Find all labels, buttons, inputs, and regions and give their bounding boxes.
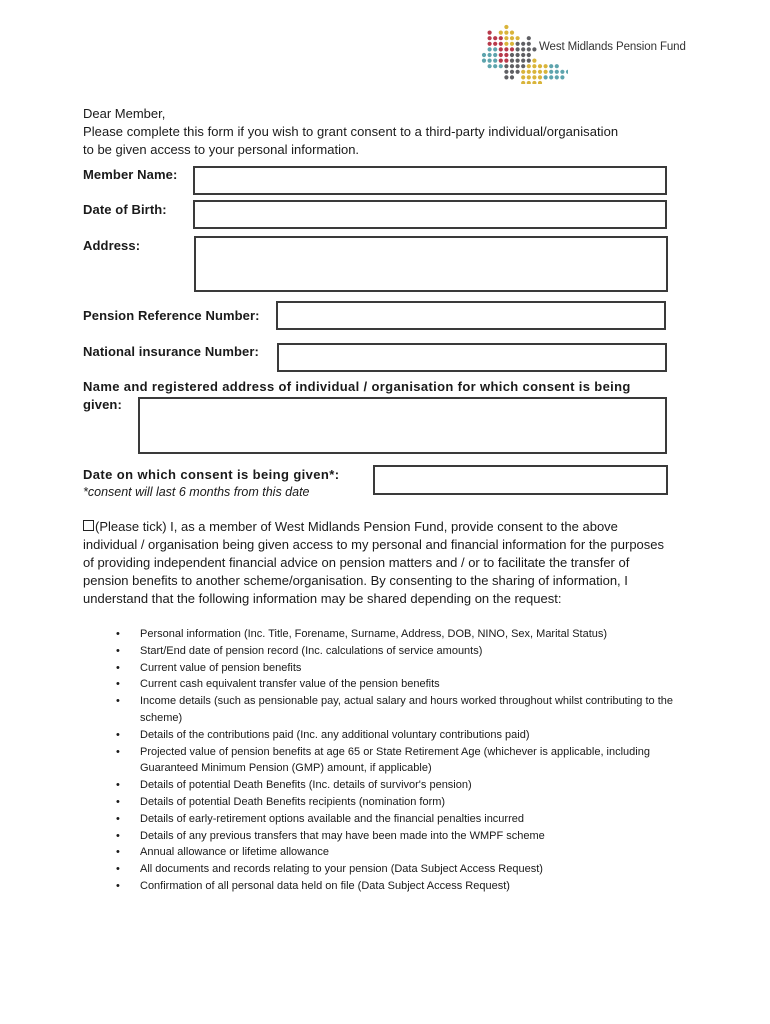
shared-information-item: • Current cash equivalent transfer value of the pension benefits: [83, 676, 683, 693]
logo-dot: [516, 59, 520, 63]
logo-dot: [532, 75, 536, 79]
logo-dot: [499, 59, 503, 63]
logo-dot: [504, 75, 508, 79]
logo-dot: [527, 42, 531, 46]
shared-information-item: • Details of potential Death Benefits (Inc. details of survivor's pension): [83, 777, 683, 794]
logo-dot: [504, 47, 508, 51]
logo-dot: [510, 53, 514, 57]
address-input[interactable]: [196, 238, 666, 290]
consent-date-note: *consent will last 6 months from this date: [83, 485, 310, 499]
ni-number-input[interactable]: [279, 345, 665, 370]
logo-dot: [532, 81, 536, 84]
member-name-input[interactable]: [195, 168, 665, 193]
consent-date-field-box: [373, 465, 668, 495]
shared-information-item: • Income details (such as pensionable pay, actual salary and hours worked throughout whilst contributing to the scheme): [83, 693, 683, 727]
logo-dot: [488, 31, 492, 35]
date-of-birth-input[interactable]: [195, 202, 665, 227]
logo-dot: [566, 70, 568, 74]
logo-dot: [510, 42, 514, 46]
shared-information-item: • Details of early-retirement options available and the financial penalties incurred: [83, 811, 683, 828]
logo-dot: [516, 70, 520, 74]
shared-information-item: • Annual allowance or lifetime allowance: [83, 844, 683, 861]
logo-dot: [538, 64, 542, 68]
consent-statement: [83, 518, 673, 608]
logo-dot: [510, 31, 514, 35]
address-label: Address:: [83, 238, 141, 253]
logo-dot: [516, 53, 520, 57]
logo-dot: [555, 75, 559, 79]
shared-information-list: [83, 626, 683, 895]
logo-dot: [516, 36, 520, 40]
logo-dot: [549, 64, 553, 68]
date-of-birth-label: Date of Birth:: [83, 202, 167, 217]
logo-dot: [521, 75, 525, 79]
logo-dot: [527, 64, 531, 68]
intro-line-2: to be given access to your personal information.: [83, 142, 360, 157]
logo-dot: [538, 75, 542, 79]
logo-dot: [549, 70, 553, 74]
date-of-birth-field-box: [193, 200, 667, 229]
logo-dot: [538, 70, 542, 74]
logo-dot: [504, 25, 508, 29]
shared-information-item: • Personal information (Inc. Title, Forename, Surname, Address, DOB, NINO, Sex, Marital Status): [83, 626, 683, 643]
logo-dot: [488, 42, 492, 46]
shared-information-item: • All documents and records relating to your pension (Data Subject Access Request): [83, 861, 683, 878]
member-name-label: Member Name:: [83, 167, 178, 182]
logo-dot: [504, 36, 508, 40]
consent-text: (Please tick) I, as a member of West Midlands Pension Fund, provide consent to the above individual / organisation being given access to my personal and financial information for the purposes of providing independent financial advice on pension matters and / or to facilitate the transfer of pension benefits to another scheme/organisation. By consenting to the sharing of information, I understand that the following information may be shared depending on the request:: [83, 519, 665, 606]
logo-dot: [527, 53, 531, 57]
shared-information-item: • Projected value of pension benefits at age 65 or State Retirement Age (whichever is applicable, including Guaranteed Minimum Pension (GMP) amount, if applicable): [83, 744, 683, 778]
shared-information-item: • Current value of pension benefits: [83, 660, 683, 677]
logo-dot: [521, 70, 525, 74]
logo-dot: [488, 47, 492, 51]
logo-dot: [521, 59, 525, 63]
logo-dot: [516, 47, 520, 51]
logo-dot: [544, 75, 548, 79]
ni-number-field-box: [277, 343, 667, 372]
logo-dot: [510, 70, 514, 74]
logo-dot: [504, 64, 508, 68]
logo-dot: [493, 53, 497, 57]
logo-dot: [555, 70, 559, 74]
logo-dot: [493, 59, 497, 63]
address-field-box: [194, 236, 668, 292]
shared-information-item: • Details of potential Death Benefits recipients (nomination form): [83, 794, 683, 811]
logo-dot: [532, 59, 536, 63]
third-party-label-line-1: Name and registered address of individual / organisation for which consent is being: [83, 379, 631, 394]
pension-reference-field-box: [276, 301, 666, 330]
logo-dot: [488, 64, 492, 68]
logo-dot: [504, 70, 508, 74]
logo-dot: [538, 81, 542, 84]
logo-dot: [555, 64, 559, 68]
third-party-input[interactable]: [140, 399, 665, 452]
consent-date-input[interactable]: [375, 467, 666, 493]
consent-tick-checkbox[interactable]: [83, 520, 94, 531]
shared-information-item: • Details of the contributions paid (Inc. any additional voluntary contributions paid): [83, 727, 683, 744]
logo-dot: [510, 59, 514, 63]
logo-dot: [521, 47, 525, 51]
ni-number-label: National insurance Number:: [83, 344, 259, 359]
logo-dot: [482, 59, 486, 63]
logo-dot: [544, 70, 548, 74]
logo-dot: [493, 47, 497, 51]
logo-dot: [504, 42, 508, 46]
pension-reference-input[interactable]: [278, 303, 664, 328]
logo-dot: [504, 31, 508, 35]
logo-dot: [488, 59, 492, 63]
logo-dot: [499, 42, 503, 46]
shared-information-item: • Start/End date of pension record (Inc. calculations of service amounts): [83, 643, 683, 660]
greeting: Dear Member,: [83, 106, 166, 121]
logo-dot: [560, 70, 564, 74]
logo-dot: [521, 42, 525, 46]
logo-dot: [488, 53, 492, 57]
logo-dot: [544, 64, 548, 68]
logo-dot: [488, 36, 492, 40]
logo-dot: [482, 53, 486, 57]
logo-dot: [493, 64, 497, 68]
intro-line-1: Please complete this form if you wish to grant consent to a third-party individual/organisation: [83, 124, 619, 139]
logo-dot-mark-icon: [478, 22, 568, 84]
logo-dot: [516, 64, 520, 68]
logo-dot: [499, 31, 503, 35]
logo-dot: [532, 47, 536, 51]
logo-dot: [510, 36, 514, 40]
logo-dot: [527, 47, 531, 51]
consent-date-label: Date on which consent is being given*:: [83, 467, 340, 482]
logo-dot: [504, 59, 508, 63]
logo-dot: [527, 81, 531, 84]
logo-dot: [521, 53, 525, 57]
member-name-field-box: [193, 166, 667, 195]
logo-dot: [510, 64, 514, 68]
shared-information-item: • Details of any previous transfers that may have been made into the WMPF scheme: [83, 828, 683, 845]
logo-dot: [532, 70, 536, 74]
logo-dot: [521, 81, 525, 84]
logo-dot: [527, 36, 531, 40]
logo-dot: [510, 47, 514, 51]
west-midlands-pension-fund-logo: [478, 22, 693, 84]
logo-dot: [504, 53, 508, 57]
logo-dot: [532, 64, 536, 68]
logo-dot: [510, 75, 514, 79]
logo-dot: [560, 75, 564, 79]
logo-dot: [549, 75, 553, 79]
logo-dot: [516, 42, 520, 46]
logo-dot: [499, 64, 503, 68]
logo-dot: [499, 47, 503, 51]
logo-dot: [499, 36, 503, 40]
third-party-label-line-2: given:: [83, 397, 122, 412]
shared-information-item: • Confirmation of all personal data held on file (Data Subject Access Request): [83, 878, 683, 895]
logo-text: West Midlands Pension Fund: [539, 41, 686, 53]
logo-dot: [499, 53, 503, 57]
logo-dot: [527, 75, 531, 79]
logo-dot: [521, 64, 525, 68]
third-party-field-box: [138, 397, 667, 454]
logo-dot: [527, 70, 531, 74]
logo-dot: [493, 36, 497, 40]
logo-dot: [493, 42, 497, 46]
logo-dot: [527, 59, 531, 63]
pension-reference-label: Pension Reference Number:: [83, 308, 260, 323]
